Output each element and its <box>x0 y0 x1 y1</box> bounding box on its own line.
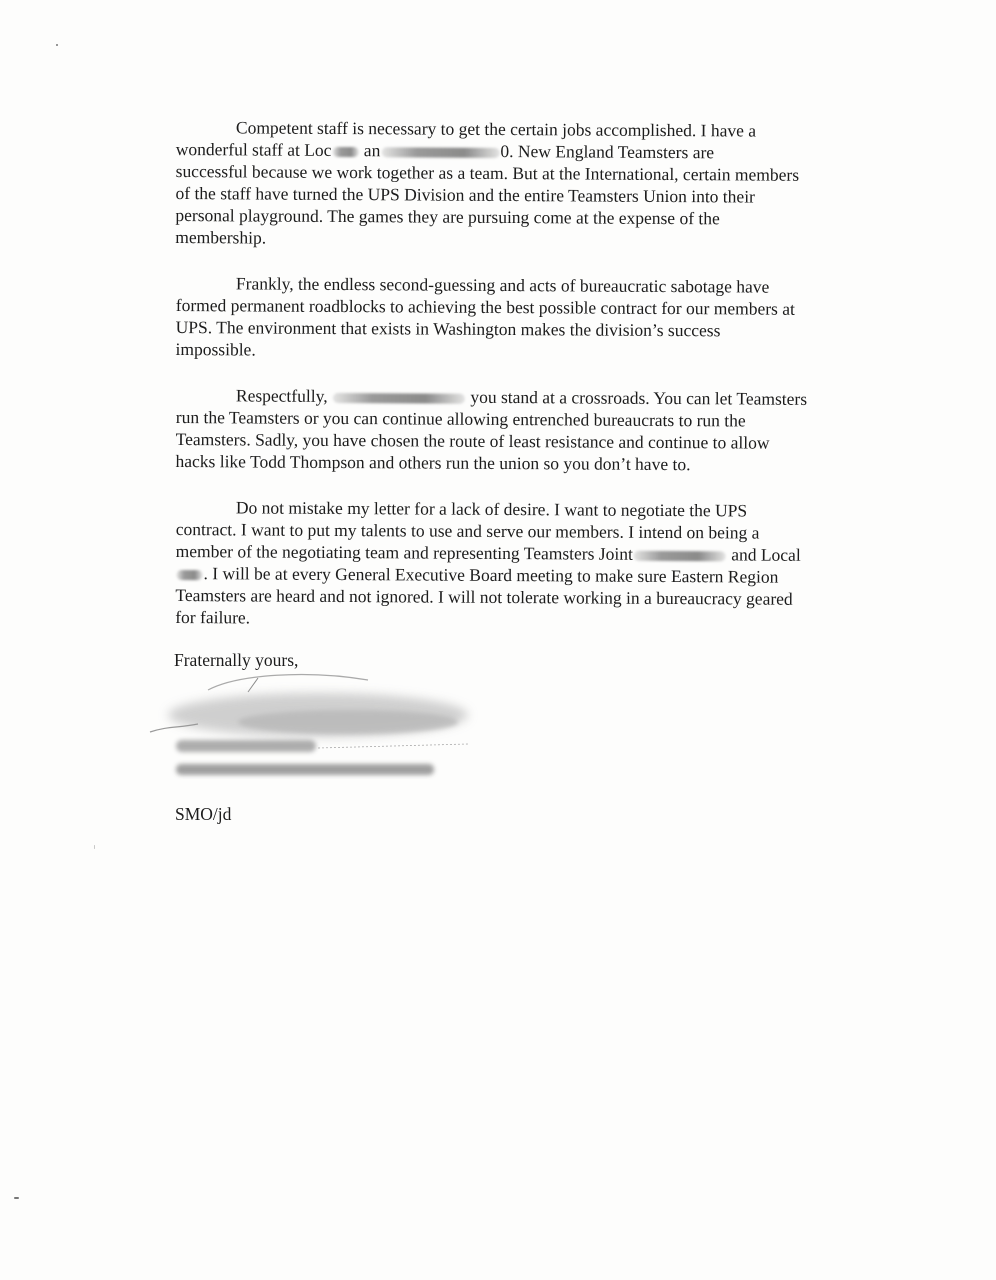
text-segment: successful because we work together as a team. But at the International, certain members <box>175 160 800 185</box>
text-segment: Teamsters. Sadly, you have chosen the route of least resistance and continue to allow <box>175 428 770 453</box>
text-segment: Competent staff is necessary to get the certain jobs accomplished. I have a <box>235 117 757 141</box>
redaction-mark <box>332 147 358 157</box>
text-segment: for failure. <box>175 606 251 628</box>
redaction-mark <box>381 147 499 158</box>
text-segment: wonderful staff at Loc <box>175 138 332 160</box>
redaction-mark <box>634 551 726 562</box>
text-segment: . I will be at every General Executive Board meeting to make sure Eastern Region <box>203 563 779 587</box>
text-segment: UPS. The environment that exists in Washington makes the division’s success <box>175 316 721 341</box>
text-line <box>175 226 887 252</box>
text-line <box>175 606 887 632</box>
text-segment: member of the negotiating team and representing Teamsters Joint <box>175 540 633 564</box>
typist-initials: SMO/jd <box>175 804 232 824</box>
text-segment: of the staff have turned the UPS Division and the entire Teamsters Union into their <box>175 182 755 207</box>
scan-speck <box>56 44 58 46</box>
text-line <box>175 204 887 230</box>
closing-salutation: Fraternally yours, <box>174 650 299 670</box>
text-segment: hacks like Todd Thompson and others run the union so you don’t have to. <box>175 450 691 475</box>
text-segment: formed permanent roadblocks to achieving the best possible contract for our members at <box>175 294 795 319</box>
redaction-mark <box>333 393 465 404</box>
text-line <box>175 450 887 476</box>
text-segment: contract. I want to put my talents to use and serve our members. I intend on being a <box>175 518 760 543</box>
text-segment: membership. <box>175 226 267 248</box>
scan-speck <box>94 845 95 849</box>
text-segment: Respectfully, <box>235 385 333 406</box>
paragraph-negotiate <box>175 496 888 632</box>
redaction-mark <box>176 570 202 580</box>
paragraph-crossroads <box>175 384 888 476</box>
paragraph-sabotage <box>175 272 888 364</box>
text-segment: personal playground. The games they are pursuing come at the expense of the <box>175 204 720 229</box>
text-segment: Teamsters are heard and not ignored. I will not tolerate working in a bureaucracy geared <box>175 584 793 609</box>
text-segment: impossible. <box>175 338 256 360</box>
paragraph-staff <box>175 116 888 252</box>
text-segment: and Local <box>726 544 801 565</box>
scan-speck <box>14 1197 19 1199</box>
text-segment: Do not mistake my letter for a lack of desire. I want to negotiate the UPS <box>235 497 748 521</box>
text-line <box>176 316 888 342</box>
redacted-signature <box>148 670 478 780</box>
text-segment: an <box>359 140 381 161</box>
text-segment: Frankly, the endless second-guessing and acts of bureaucratic sabotage have <box>235 273 770 297</box>
text-line <box>175 338 887 364</box>
text-segment: run the Teamsters or you can continue allowing entrenched bureaucrats to run the <box>175 406 746 431</box>
signature-redaction-graphic <box>148 670 478 780</box>
text-segment: you stand at a crossroads. You can let Teamsters <box>465 386 808 409</box>
text-line <box>175 584 887 610</box>
text-segment: 0. New England Teamsters are <box>500 140 715 163</box>
